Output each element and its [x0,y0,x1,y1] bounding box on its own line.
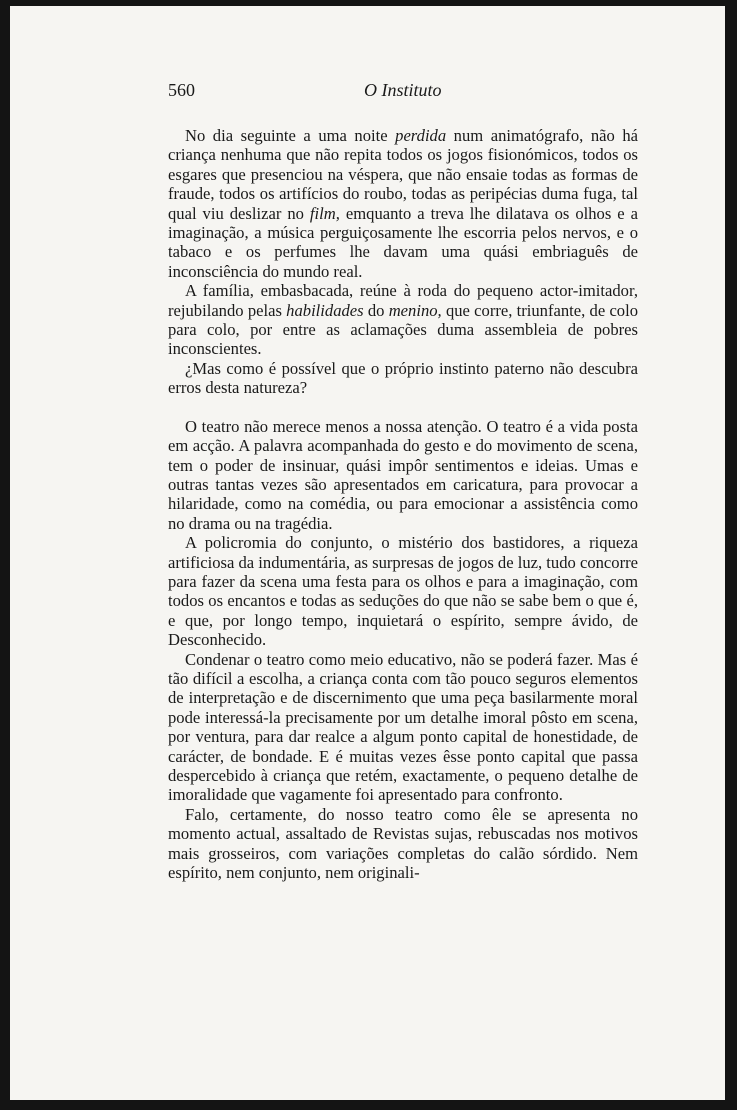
paragraph-question: ¿Mas como é possível que o próprio instinto paterno não descubra erros desta natureza? [168,358,638,398]
running-title: O Instituto [364,80,442,100]
paragraph-theatre: O teatro não merece menos a nossa atenção. O teatro é a vida posta em acção. A palavra acompanhada do gesto e do movimento de scena, tem o poder de insinuar, quási impôr sentimentos e ideias. Umas e outras tantas vezes são apresentados em caricatura, para provocar a hilaridade, como na comédia, ou para emocionar a assistência como no drama ou na tragédia. [168,416,638,533]
paragraph-current-theatre: Falo, certamente, do nosso teatro como êle se apresenta no momento actual, assaltado de Revistas sujas, rebuscadas nos motivos mais grosseiros, com variações completas do calão sórdido. Nem espírito, nem conjunto, nem originali- [168,804,638,883]
body-text [168,126,638,882]
paragraph-family: A família, embasbacada, reúne à roda do pequeno actor-imitador, rejubilando pelas habilidades do menino, que corre, triunfante, de colo para colo, por entre as aclamações duma assembleia de pobres inconscientes. [168,281,639,359]
page-number: 560 [168,80,195,100]
paragraph-condemn-theatre: Condenar o teatro como meio educativo, não se poderá fazer. Mas é tão difícil a escolha, a criança conta com tão pouco seguros elementos de interpretação e de discernimento que uma peça basilarmente moral pode interessá-la precisamente por um detalhe imoral pôsto em scena, por ventura, para dar realce a algum ponto capital de honestidade, de carácter, de bondade. E é muitas vezes êsse ponto capital que passa despercebido à criança que retém, exactamente, o pequeno detalhe de imoralidade que vagamente foi apresentado para confronto. [168,649,638,805]
running-head [168,80,638,110]
paragraph-polychromy: A policromia do conjunto, o mistério dos bastidores, a riqueza artificiosa da indumentária, as surpresas de jogos de luz, tudo concorre para fazer da scena uma festa para os olhos e para a imaginação, com todos os encantos e todas as seduções do que não se sabe bem o que é, e que, por longo tempo, inquietará o espírito, sempre ávido, de Desconhecido. [168,533,638,650]
book-page [168,80,638,882]
paragraph-cinema: No dia seguinte a uma noite perdida num animatógrafo, não há criança nenhuma que não repita todos os jogos fisionómicos, todos os esgares que presenciou na véspera, que não ensaie todas as formas de fraude, todos os artifícios do roubo, todas as peripécias duma fuga, tal qual viu deslizar no film, emquanto a treva lhe dilatava os olhos e a imaginação, a música perguiçosamente lhe escorria pelos nervos, e o tabaco e os perfumes lhe davam uma quási embriaguês de inconsciência do mundo real. [168,126,639,281]
